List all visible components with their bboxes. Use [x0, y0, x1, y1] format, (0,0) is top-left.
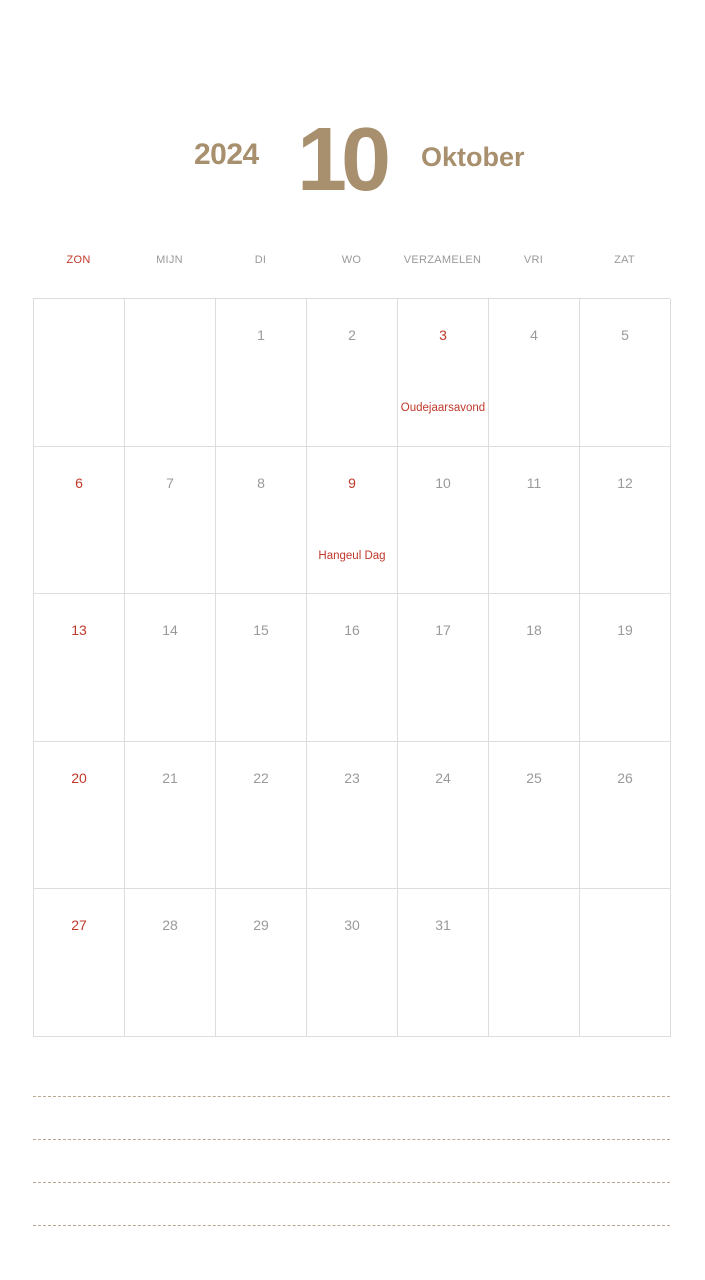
weekday-wednesday: WO	[341, 254, 362, 266]
day-number: 4	[530, 327, 538, 343]
day-number: 2	[348, 327, 356, 343]
day-number: 20	[71, 769, 87, 786]
day-cell-28[interactable]	[125, 889, 216, 1037]
day-cell-12[interactable]	[580, 447, 671, 595]
calendar-header	[0, 110, 705, 210]
day-number: 19	[617, 622, 633, 639]
day-cell-empty	[125, 299, 216, 447]
day-number: 28	[162, 917, 178, 934]
day-cell-25[interactable]	[489, 742, 580, 890]
weekday-friday: VRI	[523, 254, 544, 266]
day-cell-20[interactable]	[34, 742, 125, 890]
note-line[interactable]	[33, 1139, 670, 1140]
day-number: 15	[253, 622, 269, 639]
day-cell-empty	[489, 889, 580, 1037]
weekday-saturday: ZAT	[614, 254, 635, 266]
day-cell-23[interactable]	[307, 742, 398, 890]
day-cell-17[interactable]	[398, 594, 489, 742]
day-number: 24	[435, 769, 451, 786]
day-cell-14[interactable]	[125, 594, 216, 742]
holiday-label: Hangeul Dag	[318, 549, 386, 562]
day-number: 7	[166, 474, 174, 491]
day-cell-13[interactable]	[34, 594, 125, 742]
day-number: 23	[344, 769, 360, 786]
month-name: Oktober	[421, 142, 525, 172]
day-cell-29[interactable]	[216, 889, 307, 1037]
day-number: 31	[435, 917, 451, 934]
day-number: 27	[71, 917, 87, 934]
year-label: 2024	[194, 138, 259, 171]
day-cell-21[interactable]	[125, 742, 216, 890]
calendar-grid	[33, 298, 670, 1037]
notes-area	[33, 1096, 670, 1268]
day-number: 8	[257, 474, 265, 491]
day-cell-4[interactable]	[489, 299, 580, 447]
day-cell-5[interactable]	[580, 299, 671, 447]
day-number: 21	[162, 769, 178, 786]
day-number: 14	[162, 622, 178, 639]
day-cell-6[interactable]	[34, 447, 125, 595]
weekday-header-row	[33, 250, 670, 270]
day-cell-2[interactable]	[307, 299, 398, 447]
day-cell-1[interactable]	[216, 299, 307, 447]
day-cell-26[interactable]	[580, 742, 671, 890]
day-cell-9[interactable]	[307, 447, 398, 595]
day-number: 9	[348, 474, 356, 491]
day-number: 22	[253, 769, 269, 786]
day-number: 18	[526, 622, 542, 639]
day-number: 26	[617, 769, 633, 786]
weekday-monday: MIJN	[156, 254, 183, 266]
day-cell-24[interactable]	[398, 742, 489, 890]
day-cell-15[interactable]	[216, 594, 307, 742]
day-number: 16	[344, 622, 360, 639]
weekday-tuesday: DI	[254, 254, 267, 266]
day-cell-22[interactable]	[216, 742, 307, 890]
day-number: 17	[435, 622, 451, 639]
holiday-label: Oudejaarsavond	[400, 402, 486, 414]
day-number: 1	[257, 327, 265, 343]
day-number: 29	[253, 917, 269, 934]
note-line[interactable]	[33, 1182, 670, 1183]
day-number: 25	[526, 769, 542, 786]
note-line[interactable]	[33, 1225, 670, 1226]
day-cell-7[interactable]	[125, 447, 216, 595]
day-cell-19[interactable]	[580, 594, 671, 742]
day-number: 30	[344, 917, 360, 934]
day-number: 6	[75, 474, 83, 491]
note-line[interactable]	[33, 1096, 670, 1097]
day-number: 10	[435, 474, 451, 491]
day-cell-11[interactable]	[489, 447, 580, 595]
weekday-thursday: VERZAMELEN	[403, 254, 482, 266]
day-number: 3	[439, 327, 447, 343]
day-number: 13	[71, 622, 87, 639]
day-cell-3[interactable]	[398, 299, 489, 447]
day-cell-27[interactable]	[34, 889, 125, 1037]
day-cell-empty	[580, 889, 671, 1037]
month-number: 10	[297, 110, 386, 210]
day-cell-18[interactable]	[489, 594, 580, 742]
day-cell-8[interactable]	[216, 447, 307, 595]
day-cell-empty	[34, 299, 125, 447]
weekday-sunday: ZON	[66, 254, 91, 266]
day-number: 12	[617, 474, 633, 491]
day-cell-10[interactable]	[398, 447, 489, 595]
day-cell-31[interactable]	[398, 889, 489, 1037]
day-number: 5	[621, 327, 629, 343]
day-number: 11	[526, 474, 542, 491]
day-cell-30[interactable]	[307, 889, 398, 1037]
day-cell-16[interactable]	[307, 594, 398, 742]
